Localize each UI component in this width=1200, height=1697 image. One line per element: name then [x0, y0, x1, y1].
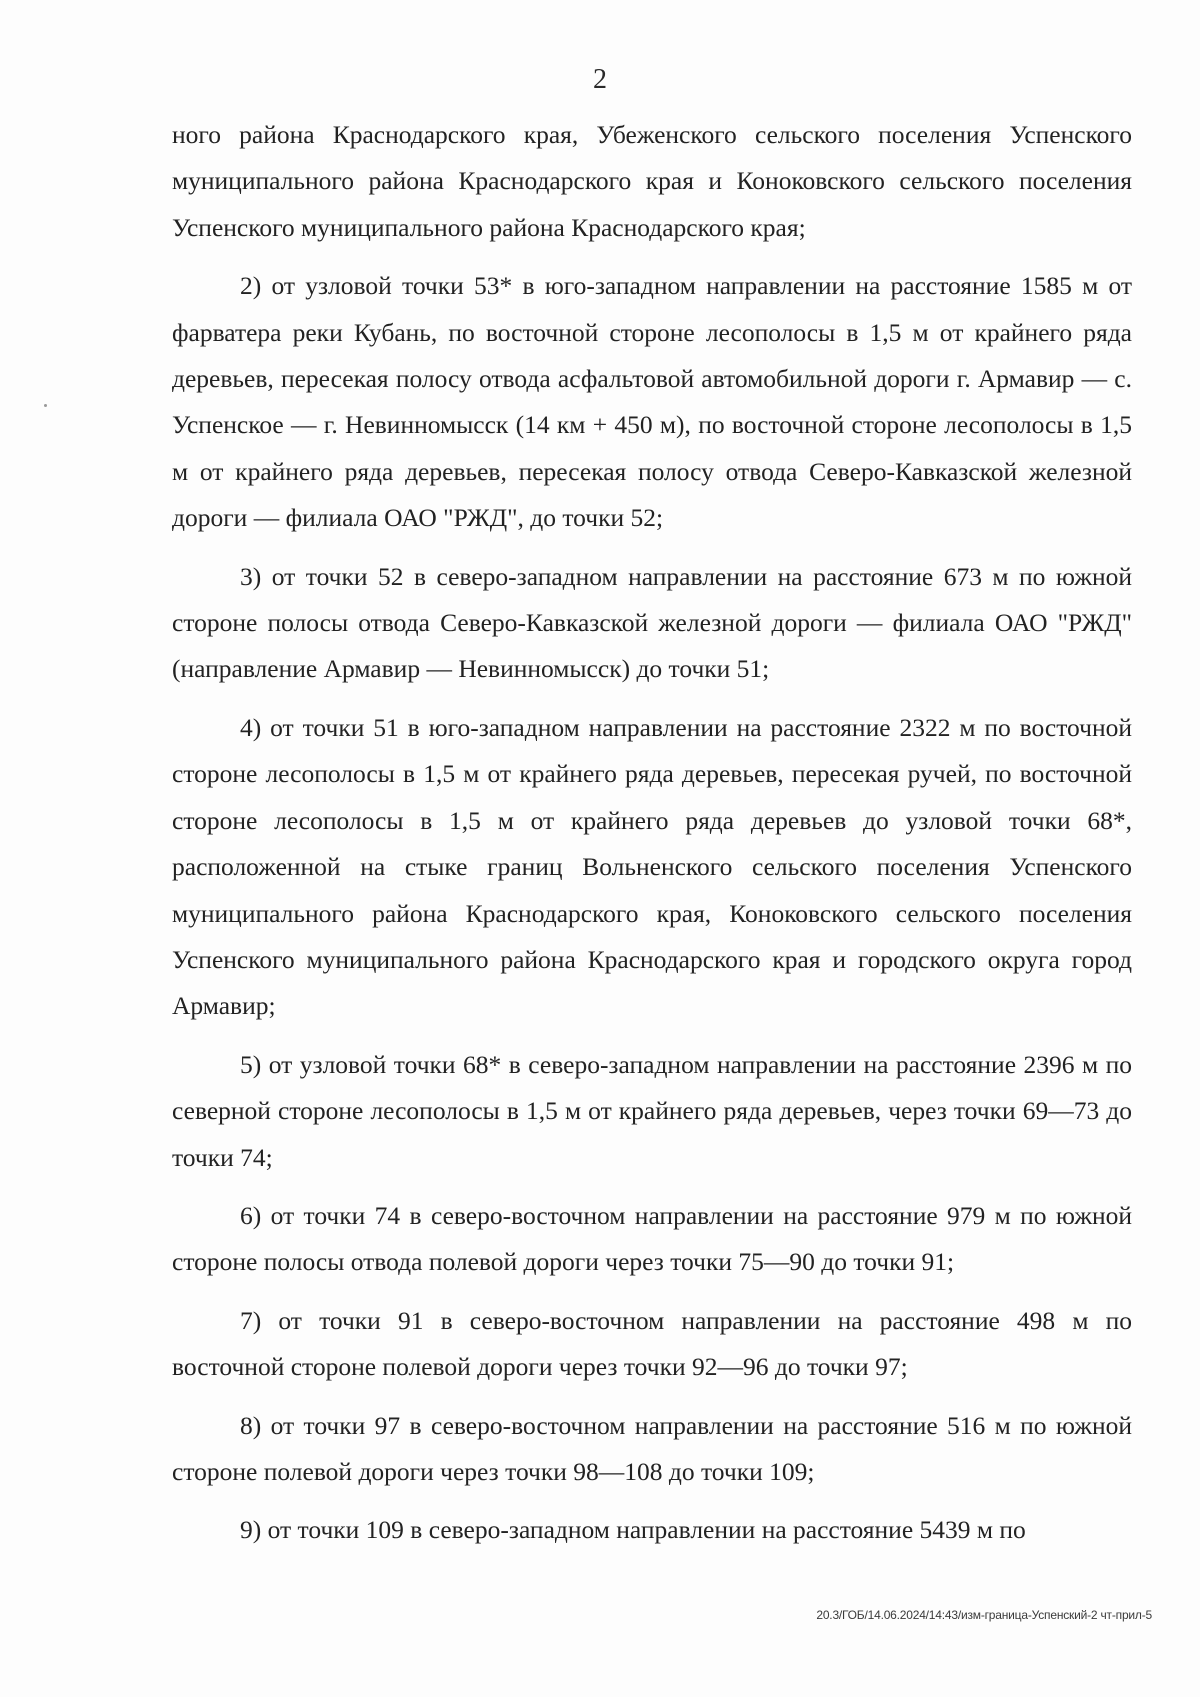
paragraph-item-8: 8) от точки 97 в северо-восточном направлении на расстояние 516 м по южной стороне полевой дороги через точки 98—108 до точки 109;	[172, 1410, 1132, 1486]
paragraph-item-6: 6) от точки 74 в северо-восточном направлении на расстояние 979 м по южной стороне полосы отвода полевой дороги через точки 75—90 до точки 91;	[172, 1200, 1132, 1277]
document-body	[172, 112, 1132, 1554]
paragraph-item-9: 9) от точки 109 в северо-западном направлении на расстояние 5439 м по	[240, 1515, 1026, 1545]
scan-artifact	[44, 404, 47, 407]
page-number: 2	[593, 64, 607, 95]
footer-document-code: 20.3/ГОБ/14.06.2024/14:43/изм-граница-Успенский-2 чт-прил-5	[816, 1608, 1152, 1622]
paragraph-item-7: 7) от точки 91 в северо-восточном направлении на расстояние 498 м по восточной стороне полевой дороги через точки 92—96 до точки 97;	[172, 1305, 1132, 1382]
paragraph-item-5: 5) от узловой точки 68* в северо-западном направлении на расстояние 2396 м по северной стороне лесополосы в 1,5 м от крайнего ряда деревьев, через точки 69—73 до точки 74;	[172, 1049, 1132, 1172]
paragraph-item-4: 4) от точки 51 в юго-западном направлении на расстояние 2322 м по восточной стороне лесополосы в 1,5 м от крайнего ряда деревьев, пересекая ручей, по восточной стороне лесополосы в 1,5 м от крайнего ряда деревьев до узловой точки 68*, расположенной на стыке границ Вольненского сельского поселения Успенского муниципального района Краснодарского края, Коноковского сельского поселения Успенского муниципального района Краснодарского края и городского округа город Армавир;	[172, 712, 1132, 1021]
paragraph-item-2: 2) от узловой точки 53* в юго-западном направлении на расстояние 1585 м от фарватера реки Кубань, по восточной стороне лесополосы в 1,5 м от крайнего ряда деревьев, пересекая полосу отвода асфальтовой автомобильной дороги г. Армавир — с. Успенское — г. Невинномысск (14 км + 450 м), по восточной стороне лесополосы в 1,5 м от крайнего ряда деревьев, пересекая полосу отвода Северо-Кавказской железной дороги — филиала ОАО "РЖД", до точки 52;	[172, 271, 1132, 533]
paragraph-continuation: ного района Краснодарского края, Убеженского сельского поселения Успенского муниципального района Краснодарского края и Коноковского сельского поселения Успенского муниципального района Краснодарского края;	[172, 120, 1132, 242]
paragraph-item-3: 3) от точки 52 в северо-западном направлении на расстояние 673 м по южной стороне полосы отвода Северо-Кавказской железной дороги — филиала ОАО "РЖД" (направление Армавир — Невинномысск) до точки 51;	[172, 561, 1132, 684]
